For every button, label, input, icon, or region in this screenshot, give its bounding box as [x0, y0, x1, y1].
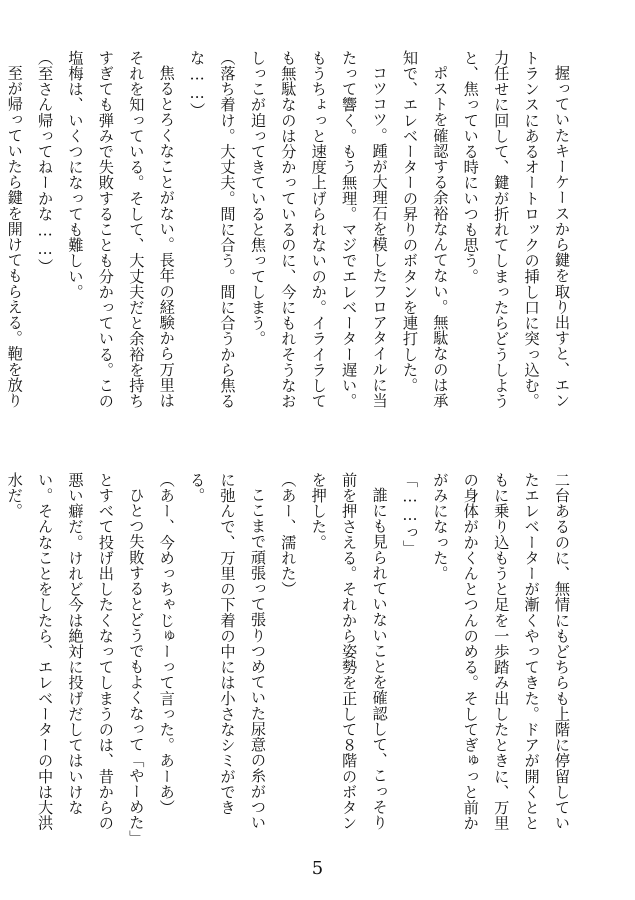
- lower-vertical-text: [5, 472, 577, 844]
- upper-paragraph-1: 握っていたキーケースから鍵を取り出すと、エントランスにあるオートロックの挿し口に突っ込む。力任せに回して、鍵が折れてしまったらどうしようと、焦っている時にいつも思う。: [461, 50, 571, 409]
- upper-paragraph-5: 焦るとろくなことがない。長年の経験から万里はそれを知っている。そして、大丈夫だと余裕を持ちすぎても弾みで失敗することも分かっている。この塩梅は、いくつになっても難しい。: [66, 50, 176, 409]
- lower-paragraph-5: ここまで頑張って張りつめていた尿意の糸がついに弛んで、万里の下着の中には小さなシミができる。: [188, 472, 267, 831]
- upper-paragraph-3: コツコツ。踵が大理石を模したフロアタイルに当たって響く。もう無理。マジでエレベーター遅い。もうちょっと速度上げられないのか。イライラしても無駄なのは分かっているのに、今にもれそうなおしっこが迫ってきていると焦ってしまう。: [248, 50, 389, 409]
- lower-paragraph-2: 「……っ」: [400, 472, 419, 556]
- upper-paragraph-4: （落ち着け。大丈夫。間に合う。間に合うから焦るな……）: [188, 50, 237, 409]
- lower-paragraph-7: ひとつ失敗するとどうでもよくなって「やーめた」とすべて投げ出したくなってしまうのは、昔からの悪い癖だ。けれど今は絶対に投げだしてはいけない。そんなことをしたら、エレベーターの中は大洪水だ。: [5, 472, 146, 839]
- page-number: 5: [311, 858, 324, 879]
- upper-paragraph-6: （至さん帰ってねーかな……）: [36, 50, 55, 274]
- lower-paragraph-6: （あー、今めっちゃじゅーって言った。あーあ）: [157, 472, 176, 816]
- upper-text-block: [5, 50, 577, 422]
- lower-paragraph-3: 誰にも見られていないことを確認して、こっそり前を押さえる。それから姿勢を正して８階のボタンを押した。: [309, 472, 389, 831]
- lower-paragraph-1: 二台あるのに、無情にもどちらも上階に停留していたエレベーターが漸くやってきた。ドアが開くとともに乗り込もうと足を一歩踏み出したときに、万里の身体がかくんとつんのめる。そしてぎゅっと前かがみになった。: [431, 472, 571, 831]
- lower-paragraph-4: （あー、濡れた）: [279, 472, 298, 597]
- lower-text-block: [5, 472, 577, 844]
- upper-paragraph-2: ポストを確認する余裕なんてない。無駄なのは承知で、エレベーターの昇りのボタンを連打した。: [400, 50, 450, 409]
- upper-vertical-text: [5, 50, 577, 422]
- upper-paragraph-7: 至が帰っていたら鍵を開けてもらえる。鞄を放り: [5, 65, 24, 409]
